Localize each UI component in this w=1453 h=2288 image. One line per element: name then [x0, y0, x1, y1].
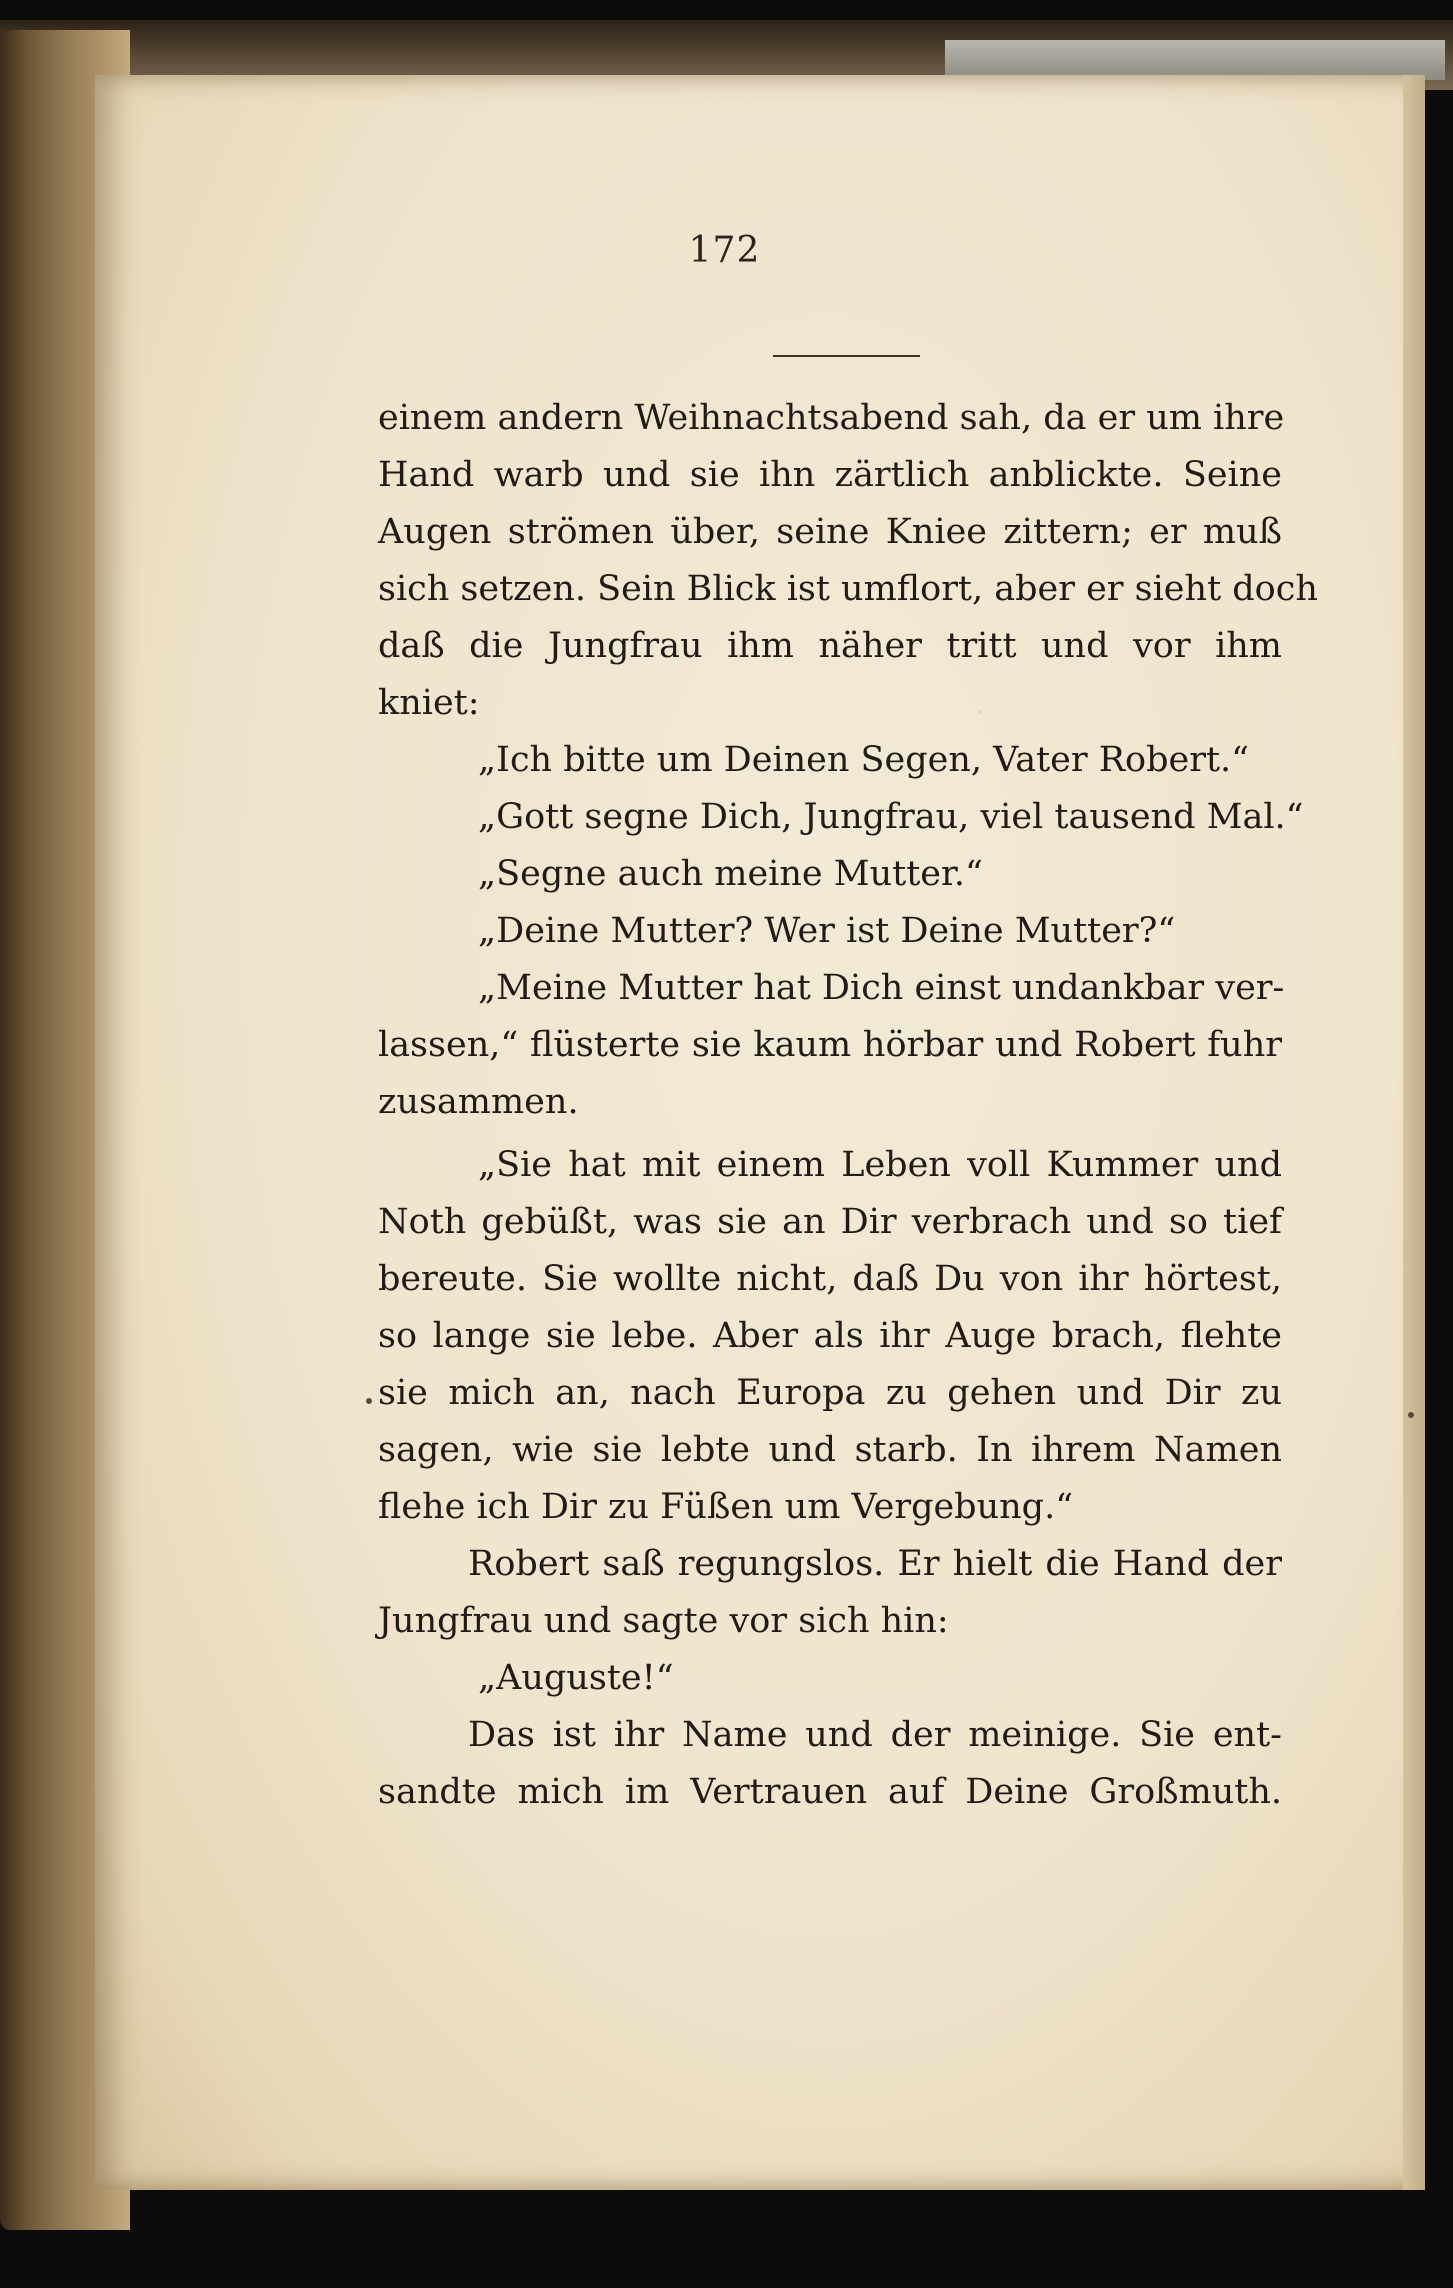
text-line: daß die Jungfrau ihm näher tritt und vor ihm [378, 626, 1282, 666]
page-right-edge [1403, 75, 1425, 2190]
text-line: lassen,“ flüsterte sie kaum hörbar und Robert fuhr [378, 1025, 1282, 1065]
text-line: Augen strömen über, seine Kniee zittern; er muß [378, 512, 1282, 552]
page-text [378, 390, 1318, 1821]
page-number-rule [773, 355, 920, 357]
text-line: Robert saß regungslos. Er hielt die Hand der [468, 1544, 1282, 1584]
text-line: „Auguste!“ [478, 1658, 674, 1698]
text-line: Jungfrau und sagte vor sich hin: [378, 1601, 949, 1641]
text-line: Noth gebüßt, was sie an Dir verbrach und so tief [378, 1202, 1282, 1242]
page-number: 172 [688, 230, 761, 271]
text-line: sie mich an, nach Europa zu gehen und Dir zu [378, 1373, 1282, 1413]
ink-fleck [366, 1398, 372, 1404]
text-line: sagen, wie sie lebte und starb. In ihrem Namen [378, 1430, 1282, 1470]
text-line: „Gott segne Dich, Jungfrau, viel tausend Mal.“ [478, 797, 1304, 837]
text-line: Hand warb und sie ihn zärtlich anblickte. Seine [378, 455, 1282, 495]
ink-fleck [1408, 1412, 1414, 1418]
text-line: Das ist ihr Name und der meinige. Sie ent- [468, 1715, 1282, 1755]
text-line: sandte mich im Vertrauen auf Deine Großmuth. [378, 1772, 1282, 1812]
text-line: kniet: [378, 683, 480, 723]
text-line: „Sie hat mit einem Leben voll Kummer und [478, 1145, 1282, 1185]
text-line: „Segne auch meine Mutter.“ [478, 854, 983, 894]
text-line: einem andern Weihnachtsabend sah, da er um ihre [378, 398, 1285, 438]
text-line: „Ich bitte um Deinen Segen, Vater Robert.“ [478, 740, 1250, 780]
text-line: so lange sie lebe. Aber als ihr Auge brach, flehte [378, 1316, 1282, 1356]
text-line: sich setzen. Sein Blick ist umflort, aber er sieht doch [378, 569, 1318, 609]
text-line: zusammen. [378, 1082, 579, 1122]
binding-tape [945, 40, 1445, 80]
show-through-text: · [975, 695, 1042, 730]
text-line: flehe ich Dir zu Füßen um Vergebung.“ [378, 1487, 1074, 1527]
text-line: bereute. Sie wollte nicht, daß Du von ihr hörtest, [378, 1259, 1282, 1299]
text-line: „Deine Mutter? Wer ist Deine Mutter?“ [478, 911, 1176, 951]
text-line: „Meine Mutter hat Dich einst undankbar ver- [478, 968, 1285, 1008]
